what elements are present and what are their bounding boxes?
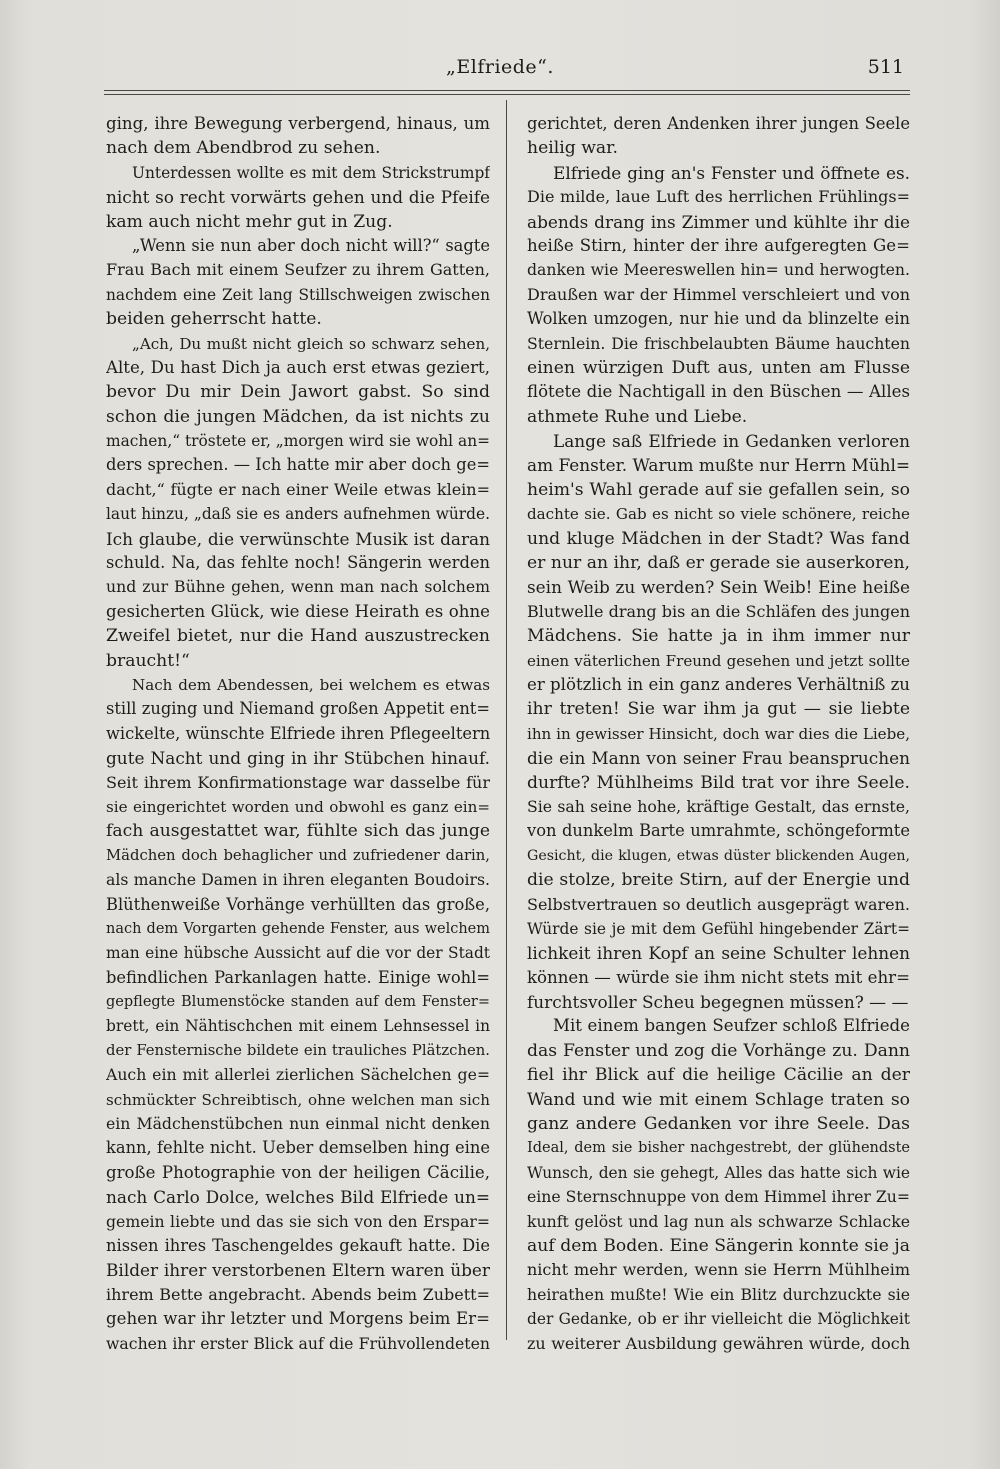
text-line: wickelte, wünschte Elfriede ihren Pflegeeltern — [106, 723, 490, 743]
text-line: danken wie Meereswellen hin= und herwogten. — [527, 260, 910, 280]
text-line: Sternlein. Die frischbelaubten Bäume hauchten — [527, 333, 910, 353]
text-line: nach Carlo Dolce, welches Bild Elfriede un= — [106, 1187, 490, 1208]
text-line: Draußen war der Himmel verschleiert und von — [527, 284, 910, 304]
text-line: am Fenster. Warum mußte nur Herrn Mühl= — [527, 455, 910, 476]
header-rule-top — [104, 90, 910, 91]
text-line: Ich glaube, die verwünschte Musik ist daran — [106, 528, 490, 549]
text-line: ganz andere Gedanken vor ihre Seele. Das — [527, 1114, 910, 1135]
text-line: auf dem Boden. Eine Sängerin konnte sie ja — [527, 1235, 910, 1256]
text-line: Würde sie je mit dem Gefühl hingebender Zärt= — [527, 919, 910, 938]
text-line: Nach dem Abendessen, bei welchem es etwas — [132, 675, 490, 694]
text-line: zu weiterer Ausbildung gewähren würde, doch — [527, 1333, 910, 1353]
text-line: ging, ihre Bewegung verbergend, hinaus, um — [106, 114, 490, 133]
text-line: Alte, Du hast Dich ja auch erst etwas geziert, — [106, 357, 490, 377]
text-line: braucht!“ — [106, 650, 190, 671]
text-line: man eine hübsche Aussicht auf die vor der Stadt — [106, 944, 490, 963]
text-line: und zur Bühne gehen, wenn man nach solchem — [106, 577, 490, 597]
text-line: nicht so recht vorwärts gehen und die Pfeife — [106, 187, 490, 208]
text-line: eine Sternschnuppe von dem Himmel ihrer Zu= — [527, 1187, 910, 1207]
text-line: Sie sah seine hohe, kräftige Gestalt, das ernste, — [527, 796, 910, 816]
running-title: „Elfriede“. — [446, 56, 554, 78]
text-line: Bilder ihrer verstorbenen Eltern waren über — [106, 1260, 490, 1281]
text-line: ihrem Bette angebracht. Abends beim Zubett= — [106, 1284, 490, 1304]
text-line: Mädchens. Sie hatte ja in ihm immer nur — [527, 626, 910, 647]
text-line: laut hinzu, „daß sie es anders aufnehmen würde. — [106, 505, 490, 524]
text-line: er plötzlich in ein ganz anderes Verhältniß zu — [527, 674, 910, 694]
text-line: beiden geherrscht hatte. — [106, 309, 322, 330]
text-line: sein Weib zu werden? Sein Weib! Eine heiße — [527, 577, 910, 598]
text-line: ihn in gewisser Hinsicht, doch war dies die Liebe, — [527, 724, 910, 743]
text-line: Gesicht, die klugen, etwas düster blickenden Augen, — [527, 847, 910, 864]
text-line: Frau Bach mit einem Seufzer zu ihrem Gatten, — [106, 260, 490, 280]
text-line: können — würde sie ihm nicht stets mit ehr= — [527, 967, 910, 987]
text-line: Mädchen doch behaglicher und zufriedener darin, — [106, 846, 490, 864]
text-line: Selbstvertrauen so deutlich ausgeprägt waren. — [527, 894, 910, 914]
text-line: große Photographie von der heiligen Cäcilie, — [106, 1162, 490, 1182]
column-divider — [506, 100, 507, 1340]
text-line: heim's Wahl gerade auf sie gefallen sein, so — [527, 479, 910, 500]
text-line: Elfriede ging an's Fenster und öffnete es. — [553, 162, 910, 183]
text-line: nach dem Vorgarten gehende Fenster, aus welchem — [106, 920, 490, 937]
text-line: und kluge Mädchen in der Stadt? Was fand — [527, 528, 910, 549]
text-line: „Wenn sie nun aber doch nicht will?“ sagte — [132, 235, 490, 255]
text-line: Blüthenweiße Vorhänge verhüllten das große, — [106, 894, 490, 914]
text-line: kunft gelöst und lag nun als schwarze Schlacke — [527, 1211, 910, 1231]
text-line: gemein liebte und das sie sich von den Erspar= — [106, 1211, 490, 1231]
text-line: ein Mädchenstübchen nun einmal nicht denken — [106, 1114, 490, 1134]
text-line: Wolken umzogen, nur hie und da blinzelte ein — [527, 309, 910, 329]
text-line: schuld. Na, das fehlte noch! Sängerin werden — [106, 553, 490, 573]
text-line: lichkeit ihren Kopf an seine Schulter lehnen — [527, 943, 910, 964]
text-line: Mit einem bangen Seufzer schloß Elfriede — [553, 1016, 910, 1036]
text-line: Unterdessen wollte es mit dem Strickstrumpf — [132, 163, 490, 182]
text-line: abends drang ins Zimmer und kühlte ihr die — [527, 211, 910, 232]
running-header — [0, 52, 1000, 86]
text-line: ihr treten! Sie war ihm ja gut — sie liebte — [527, 699, 910, 720]
text-line: der Fensternische bildete ein trauliches Plätzchen. — [106, 1041, 490, 1059]
text-line: die stolze, breite Stirn, auf der Energie und — [527, 870, 910, 891]
text-line: durfte? Mühlheims Bild trat vor ihre Seele. — [527, 772, 910, 793]
text-line: einen väterlichen Freund gesehen und jetzt sollte — [527, 651, 910, 670]
page-number: 511 — [867, 56, 904, 78]
text-line: fiel ihr Blick auf die heilige Cäcilie an der — [527, 1065, 910, 1086]
text-line: athmete Ruhe und Liebe. — [527, 406, 748, 427]
text-line: von dunkelm Barte umrahmte, schöngeformte — [527, 821, 910, 841]
text-line: gerichtet, deren Andenken ihrer jungen Seele — [527, 114, 910, 133]
text-line: sie eingerichtet worden und obwohl es ganz ein= — [106, 797, 490, 816]
text-line: Wunsch, den sie gehegt, Alles das hatte sich wie — [527, 1163, 910, 1182]
text-line: gute Nacht und ging in ihr Stübchen hinauf. — [106, 748, 490, 769]
text-line: Wand und wie mit einem Schlage traten so — [527, 1089, 910, 1110]
text-line: schmückter Schreibtisch, ohne welchen man sich — [106, 1090, 490, 1109]
right-text-column — [527, 112, 910, 1356]
text-line: nach dem Abendbrod zu sehen. — [106, 138, 381, 159]
text-line: Lange saß Elfriede in Gedanken verloren — [553, 431, 910, 452]
text-line: nissen ihres Taschengeldes gekauft hatte. Die — [106, 1235, 490, 1255]
text-line: Zweifel bietet, nur die Hand auszustrecken — [106, 626, 490, 647]
header-rule-bottom — [104, 94, 910, 95]
text-line: er nur an ihr, daß er gerade sie auserkoren, — [527, 553, 910, 574]
text-line: nicht mehr werden, wenn sie Herrn Mühlheim — [527, 1260, 910, 1280]
text-line: bevor Du mir Dein Jawort gabst. So sind — [106, 382, 490, 403]
text-line: flötete die Nachtigall in den Büschen — Alles — [527, 382, 910, 402]
text-line: Ideal, dem sie bisher nachgestrebt, der glühendste — [527, 1140, 910, 1157]
text-line: dacht,“ fügte er nach einer Weile etwas klein= — [106, 479, 490, 499]
text-line: nachdem eine Zeit lang Stillschweigen zwischen — [106, 285, 490, 304]
text-line: Die milde, laue Luft des herrlichen Frühlings= — [527, 187, 910, 207]
text-line: gesicherten Glück, wie diese Heirath es ohne — [106, 601, 490, 621]
text-line: schon die jungen Mädchen, da ist nichts zu — [106, 406, 490, 427]
text-line: das Fenster und zog die Vorhänge zu. Dann — [527, 1040, 910, 1061]
text-line: brett, ein Nähtischchen mit einem Lehnsessel in — [106, 1017, 490, 1036]
text-line: wachen ihr erster Blick auf die Frühvollendeten — [106, 1333, 490, 1353]
text-line: heilig war. — [527, 138, 618, 159]
text-line: befindlichen Parkanlagen hatte. Einige wohl= — [106, 967, 490, 987]
text-line: der Gedanke, ob er ihr vielleicht die Möglichkeit — [527, 1310, 910, 1329]
text-line: fach ausgestattet war, fühlte sich das junge — [106, 821, 490, 842]
text-line: als manche Damen in ihren eleganten Boudoirs. — [106, 870, 490, 890]
text-line: kann, fehlte nicht. Ueber demselben hing eine — [106, 1138, 490, 1158]
text-line: kam auch nicht mehr gut in Zug. — [106, 211, 393, 232]
text-line: gepflegte Blumenstöcke standen auf dem Fenster= — [106, 994, 490, 1011]
text-line: still zuging und Niemand großen Appetit ent= — [106, 699, 490, 719]
text-line: Blutwelle drang bis an die Schläfen des jungen — [527, 601, 910, 621]
text-line: die ein Mann von seiner Frau beanspruchen — [527, 748, 910, 769]
text-line: furchtsvoller Scheu begegnen müssen? — — — [527, 992, 909, 1013]
text-line: gehen war ihr letzter und Morgens beim Er= — [106, 1309, 490, 1329]
text-line: heiße Stirn, hinter der ihre aufgeregten Ge= — [527, 235, 910, 255]
text-line: Auch ein mit allerlei zierlichen Sächelchen ge= — [106, 1065, 490, 1085]
text-line: dachte sie. Gab es nicht so viele schönere, reiche — [527, 505, 910, 524]
left-text-column — [106, 112, 490, 1356]
text-line: heirathen mußte! Wie ein Blitz durchzuckte sie — [527, 1284, 910, 1304]
text-line: ders sprechen. — Ich hatte mir aber doch ge= — [106, 455, 490, 475]
text-line: „Ach, Du mußt nicht gleich so schwarz sehen, — [132, 334, 490, 353]
text-line: einen würzigen Duft aus, unten am Flusse — [527, 357, 910, 378]
text-line: machen,“ tröstete er, „morgen wird sie wohl an= — [106, 432, 490, 451]
text-line: Seit ihrem Konfirmationstage war dasselbe für — [106, 772, 490, 792]
